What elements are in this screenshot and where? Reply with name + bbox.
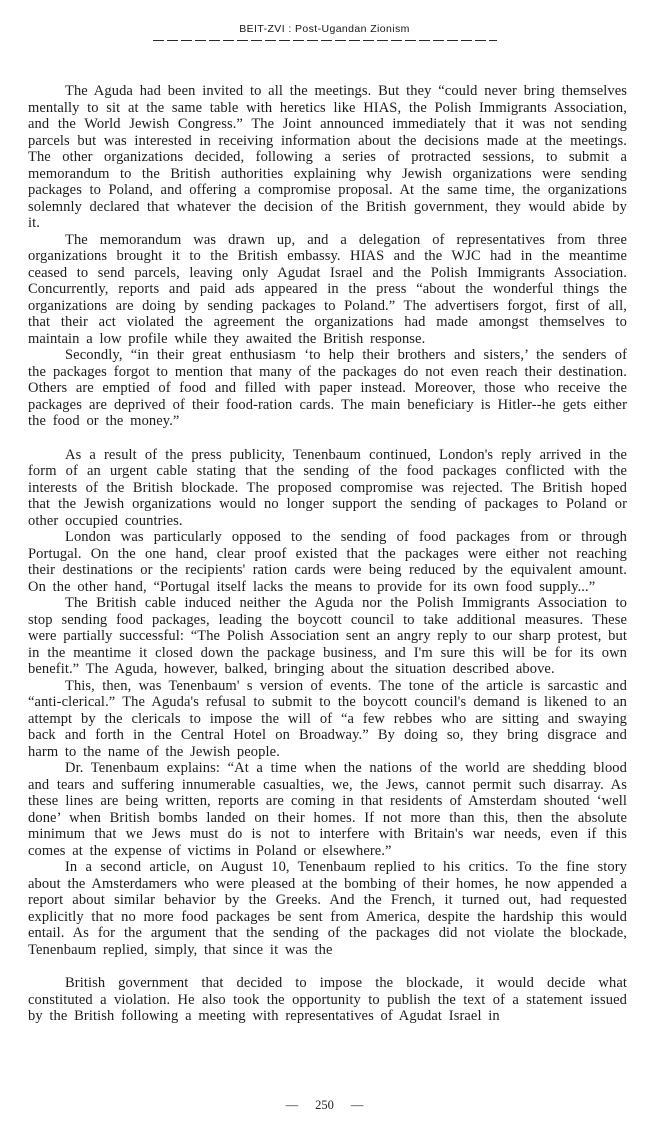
paragraph: This, then, was Tenenbaum' s version of events. The tone of the article is sarcastic and “anti-clerical.” The Aguda's refusal to submit to the boycott council's demand is likened to an attempt by the clericals to impose the will of “a few rebbes who are sitting and swaying back and forth in the Central Hotel on Broadway.” By doing so, they bring disgrace and harm to the name of the Jewish people. [28, 677, 627, 760]
paragraph: Secondly, “in their great enthusiasm ‘to help their brothers and sisters,’ the senders of the packages forgot to mention that many of the packages do not even reach their destination. Others are emptied of food and filled with paper instead. Moreover, those who receive the packages are deprived of their food-ration cards. The main beneficiary is Hitler--he gets either the food or the money.” [28, 347, 627, 429]
page-body [0, 83, 649, 1025]
page-header [0, 23, 649, 41]
paragraph: The memorandum was drawn up, and a delegation of representatives from three organizations brought it to the British embassy. HIAS and the WJC had in the meantime ceased to send parcels, leaving only Agudat Israel and the Polish Immigrants Association. Concurrently, reports and paid ads appeared in the press “about the wonderful things the organizations are doing by sending packages to Poland.” The advertisers forgot, first of all, that their act violated the agreement the organizations had made amongst themselves to maintain a low profile while they awaited the British response. [28, 231, 627, 347]
footer-right-dash: — [350, 1098, 364, 1112]
paragraph: The British cable induced neither the Aguda nor the Polish Immigrants Association to stop sending food packages, leading the boycott council to take additional measures. These were partially successful: “The Polish Association sent an angry reply to our sharp protest, but in the meantime it closed down the package business, and I'm sure this will be for its own benefit.” The Aguda, however, balked, bringing about the situation described above. [28, 595, 627, 677]
footer-left-dash: — [285, 1098, 299, 1112]
paragraph: The Aguda had been invited to all the meetings. But they “could never bring themselves mentally to sit at the same table with heretics like HIAS, the Polish Immigrants Association, and the World Jewish Congress.” The Joint announced immediately that it was not sending parcels but was interested in receiving information about the decisions made at the meetings. The other organizations decided, following a series of protracted sessions, to submit a memorandum to the British authorities explaining why Jewish organizations were sending packages to Poland, and offering a compromise proposal. At the same time, the organizations solemnly declared that whatever the decision of the British government, they would abide by it. [28, 83, 627, 231]
paragraph: Dr. Tenenbaum explains: “At a time when the nations of the world are shedding blood and tears and suffering innumerable casualties, we, the Jews, cannot permit such disarray. As these lines are being written, reports are coming in that residents of Amsterdam shouted ‘well done’ when British bombs landed on their homes. If not more than this, then the absolute minimum that we Jews must do is not to interfere with Britain's war needs, even if this comes at the expense of victims in Poland or elsewhere.” [28, 760, 627, 859]
running-header-title: BEIT-ZVI : Post-Ugandan Zionism [239, 23, 410, 35]
paragraph: London was particularly opposed to the sending of food packages from or through Portugal. On the one hand, clear proof existed that the packages were either not reaching their destinations or the recipients' ration cards were being reduced by the equivalent amount. On the other hand, “Portugal itself lacks the means to provide for its own food supply...” [28, 529, 627, 595]
paragraph: As a result of the press publicity, Tenenbaum continued, London's reply arrived in the form of an urgent cable stating that the sending of the food packages conflicted with the interests of the British blockade. The proposed compromise was rejected. The British hoped that the Jewish organizations would no longer support the sending of packages to Poland or other occupied countries. [28, 446, 627, 529]
page-number: 250 [315, 1098, 334, 1112]
page-footer [0, 1098, 649, 1113]
paragraph: British government that decided to impose the blockade, it would decide what constituted a violation. He also took the opportunity to publish the text of a statement issued by the British following a meeting with representatives of Agudat Israel in [28, 975, 627, 1024]
paragraph: In a second article, on August 10, Tenenbaum replied to his critics. To the fine story about the Amsterdamers who were pleased at the bombing of their homes, he now appended a report about similar behavior by the Greeks. And the French, it turned out, had requested explicitly that no more food packages be sent from America, despite the hardship this would entail. As for the argument that the sending of the packages did not violate the blockade, Tenenbaum replied, simply, that since it was the [28, 859, 628, 958]
header-rule [153, 40, 497, 41]
